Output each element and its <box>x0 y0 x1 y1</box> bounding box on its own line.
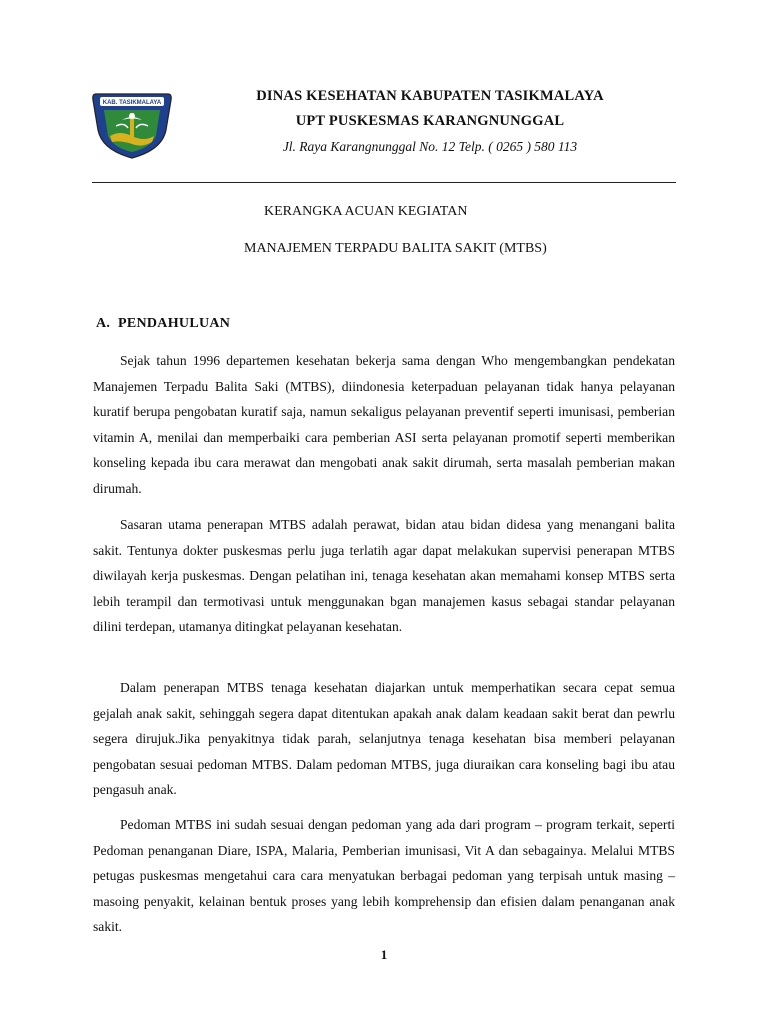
document-title: KERANGKA ACUAN KEGIATAN <box>264 204 468 219</box>
regency-emblem-logo <box>90 86 174 160</box>
paragraph: Dalam penerapan MTBS tenaga kesehatan diajarkan untuk memperhatikan secara cepat semua gejalah anak sakit, sehinggah segera dapat ditentukan apakah anak dalam keadaan sakit berat dan pewrlu segera dirujuk.Jika penyakitnya tidak parah, selanjutnya tenaga kesehatan bisa memberi pelayanan pengobatan sesuai pedoman MTBS. Dalam pedoman MTBS, juga diuraikan cara konseling bagi ibu atau pengasuh anak. <box>93 680 675 798</box>
agency-name: DINAS KESEHATAN KABUPATEN TASIKMALAYA <box>256 88 604 104</box>
page-number: 1 <box>380 947 388 962</box>
section-title: PENDAHULUAN <box>118 316 231 331</box>
document-subtitle: MANAJEMEN TERPADU BALITA SAKIT (MTBS) <box>244 241 547 256</box>
logo-text: KAB. TASIKMALAYA <box>102 100 162 106</box>
section-number: A. <box>96 316 111 331</box>
paragraph: Sasaran utama penerapan MTBS adalah perawat, bidan atau bidan didesa yang menangani balita sakit. Tentunya dokter puskesmas perlu juga terlatih agar dapat melakukan supervisi penerapan MTBS diwilayah kerja puskesmas. Dengan pelatihan ini, tenaga kesehatan akan memahami konsep MTBS serta lebih terampil dan termotivasi untuk menggunakan bgan manajemen kasus sebagai standar pelayanan dilini terdepan, utamanya ditingkat pelayanan kesehatan. <box>93 517 675 635</box>
unit-name: UPT PUSKESMAS KARANGNUNGGAL <box>295 113 565 129</box>
address-line: Jl. Raya Karangnunggal No. 12 Telp. ( 0265 ) 580 113 <box>282 139 578 154</box>
letterhead-divider <box>92 182 676 183</box>
section-heading <box>96 316 230 332</box>
paragraph: Pedoman MTBS ini sudah sesuai dengan pedoman yang ada dari program – program terkait, seperti Pedoman penanganan Diare, ISPA, Malaria, Pemberian imunisasi, Vit A dan sebagainya. Melalui MTBS petugas puskesmas mengetahui cara cara menyatukan berbagai pedoman yang terpisah untuk masing – masoing penyakit, kelainan bentuk proses yang lebih komprehensip dan efisien dalam penanganan anak sakit. <box>93 817 675 935</box>
paragraph: Sejak tahun 1996 departemen kesehatan bekerja sama dengan Who mengembangkan pendekatan Manajemen Terpadu Balita Saki (MTBS), diindonesia keterpaduan pelayanan tidak hanya pelayanan kuratif berupa pengobatan kuratif saja, namun sekaligus pelayanan preventif seperti imunisasi, pemberian vitamin A, menilai dan memperbaiki cara pemberian ASI serta pelayanan promotif seperti memberikan konseling kepada ibu cara merawat dan mengobati anak sakit dirumah, serta masalah pemberian makan dirumah. <box>93 353 675 496</box>
